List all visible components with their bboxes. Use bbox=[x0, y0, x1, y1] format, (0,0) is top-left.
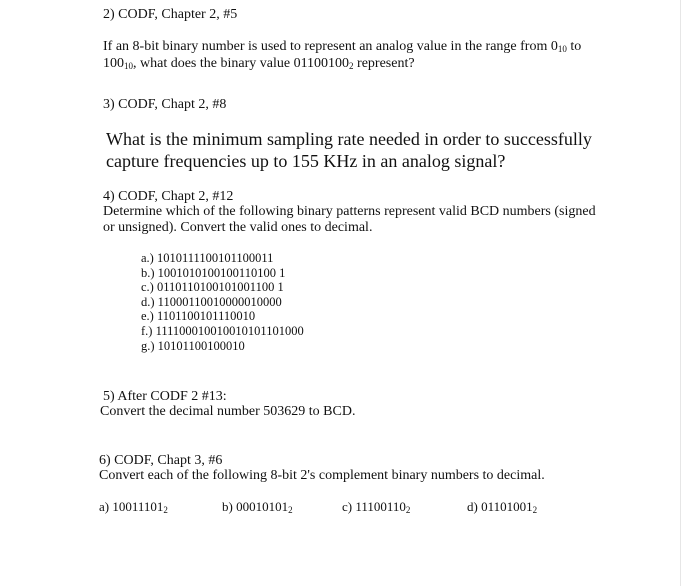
q6-answer-a: a) $10011101_2$ bbox=[99, 499, 168, 515]
list-item: a.) 1010111100101100011 bbox=[141, 251, 274, 265]
q2-text-line2: $100_{10}$, what does the binary value $01100100_2$ represent? bbox=[103, 56, 415, 71]
q5-heading: 5) After CODF 2 #13: bbox=[103, 389, 227, 404]
q3-text-line2: capture frequencies up to 155 KHz in an analog signal? bbox=[106, 151, 506, 171]
list-item: b.) 1001010100100110100 1 bbox=[141, 265, 286, 280]
page-edge-line bbox=[680, 0, 681, 586]
list-item: g.) 10101100100010 bbox=[141, 338, 245, 353]
q5-text-line1: Convert the decimal number 503629 to BCD. bbox=[100, 404, 356, 419]
q6-answer-d: d) $01101001_2$ bbox=[467, 499, 538, 515]
q4-pattern-list bbox=[141, 251, 304, 353]
q4-heading: 4) CODF, Chapt 2, #12 bbox=[103, 189, 234, 204]
q2-heading: 2) CODF, Chapter 2, #5 bbox=[103, 7, 238, 22]
q6-answer-b: b) $00010101_2$ bbox=[222, 499, 293, 515]
q3-text-line1: What is the minimum sampling rate needed in order to successfully bbox=[106, 129, 592, 149]
q6-text-line1: Convert each of the following 8-bit 2's complement binary numbers to decimal. bbox=[99, 468, 545, 483]
q3-heading: 3) CODF, Chapt 2, #8 bbox=[103, 97, 227, 112]
q4-text-line2: or unsigned). Convert the valid ones to decimal. bbox=[103, 220, 373, 235]
list-item: d.) 11000110010000010000 bbox=[141, 294, 282, 309]
q4-text-line1: Determine which of the following binary patterns represent valid BCD numbers (signed bbox=[103, 204, 596, 219]
q2-text-line1: If an 8-bit binary number is used to represent an analog value in the range from $0_{10}$ to bbox=[103, 39, 582, 54]
q6-answer-c: c) $11100110_2$ bbox=[342, 499, 411, 515]
q6-heading: 6) CODF, Chapt 3, #6 bbox=[99, 453, 223, 468]
list-item: c.) 0110110100101001100 1 bbox=[141, 280, 284, 295]
list-item: e.) 1101100101110010 bbox=[141, 309, 256, 324]
list-item: f.) 111100010010010101101000 bbox=[141, 323, 304, 338]
